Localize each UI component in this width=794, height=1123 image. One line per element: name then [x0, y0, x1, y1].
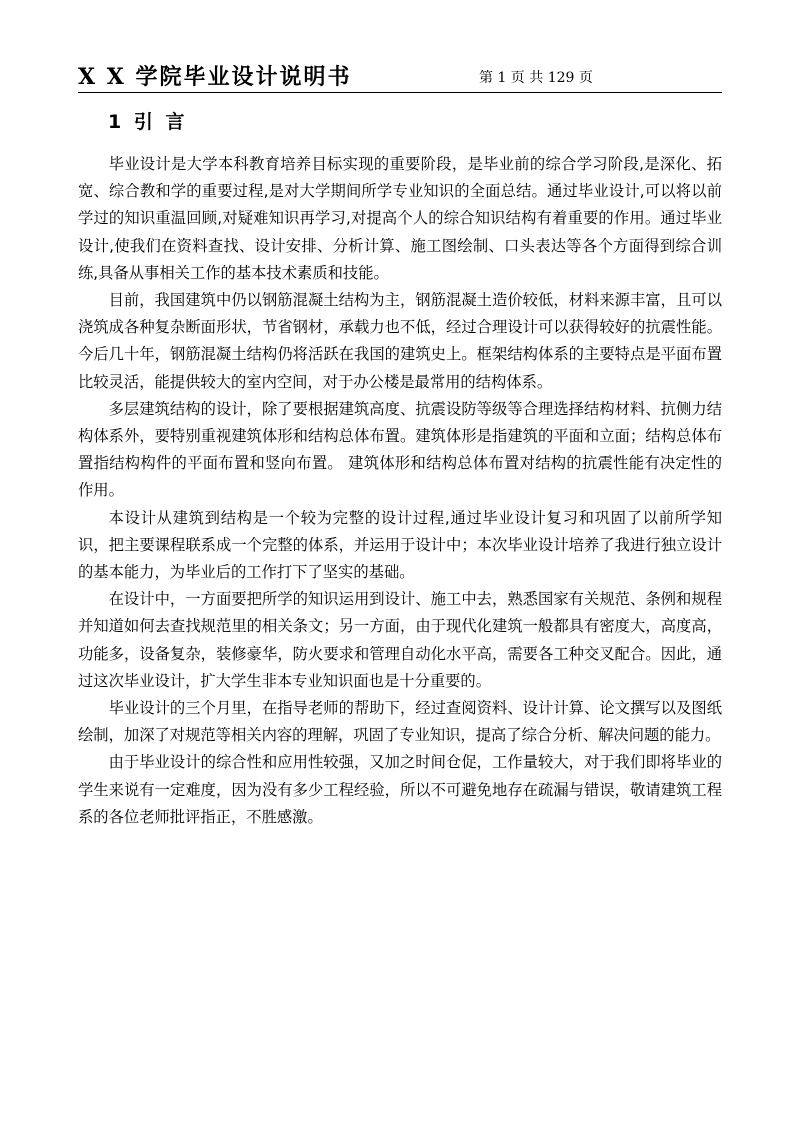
paragraph: 毕业设计的三个月里，在指导老师的帮助下，经过查阅资料、设计计算、论文撰写以及图纸绘制，加深了对规范等相关内容的理解，巩固了专业知识，提高了综合分析、解决问题的能力。: [78, 699, 722, 745]
section-heading: 1 引 言: [108, 111, 188, 133]
body-text: [78, 151, 722, 831]
paragraph: 多层建筑结构的设计，除了要根据建筑高度、抗震设防等级等合理选择结构材料、抗侧力结构体系外，要特别重视建筑体形和结构总体布置。建筑体形是指建筑的平面和立面；结构总体布置指结构构件的平面布置和竖向布置。 建筑体形和结构总体布置对结构的抗震性能有决定性的作用。: [78, 399, 722, 500]
document-title: X X 学院毕业设计说明书: [78, 64, 352, 90]
paragraph: 目前，我国建筑中仍以钢筋混凝土结构为主，钢筋混凝土造价较低，材料来源丰富，且可以浇筑成各种复杂断面形状，节省钢材，承载力也不低，经过合理设计可以获得较好的抗震性能。今后几十年，钢筋混凝土结构仍将活跃在我国的建筑史上。框架结构体系的主要特点是平面布置比较灵活，能提供较大的室内空间，对于办公楼是最常用的结构体系。: [78, 291, 722, 391]
paragraph: 在设计中，一方面要把所学的知识运用到设计、施工中去，熟悉国家有关规范、条例和规程并知道如何去查找规范里的相关条文；另一方面，由于现代化建筑一般都具有密度大，高度高，功能多，设备复杂，装修豪华，防火要求和管理自动化水平高，需要各工种交叉配合。因此，通过这次毕业设计，扩大学生非本专业知识面也是十分重要的。: [78, 590, 722, 690]
paragraph: 由于毕业设计的综合性和应用性较强，又加之时间仓促，工作量较大，对于我们即将毕业的学生来说有一定难度，因为没有多少工程经验，所以不可避免地存在疏漏与错误，敬请建筑工程系的各位老师批评指正，不胜感激。: [78, 753, 722, 826]
page-header: [78, 54, 722, 93]
paragraph: 毕业设计是大学本科教育培养目标实现的重要阶段，是毕业前的综合学习阶段,是深化、拓宽、综合教和学的重要过程,是对大学期间所学专业知识的全面总结。通过毕业设计,可以将以前学过的知识重温回顾,对疑难知识再学习,对提高个人的综合知识结构有着重要的作用。通过毕业设计,使我们在资料查找、设计安排、分析计算、施工图绘制、口头表达等各个方面得到综合训练,具备从事相关工作的基本技术素质和技能。: [78, 155, 722, 282]
paragraph: 本设计从建筑到结构是一个较为完整的设计过程,通过毕业设计复习和巩固了以前所学知识，把主要课程联系成一个完整的体系，并运用于设计中；本次毕业设计培养了我进行独立设计的基本能力，为毕业后的工作打下了坚实的基础。: [78, 508, 722, 582]
page-number: 第 1 页 共 129 页: [479, 70, 593, 86]
